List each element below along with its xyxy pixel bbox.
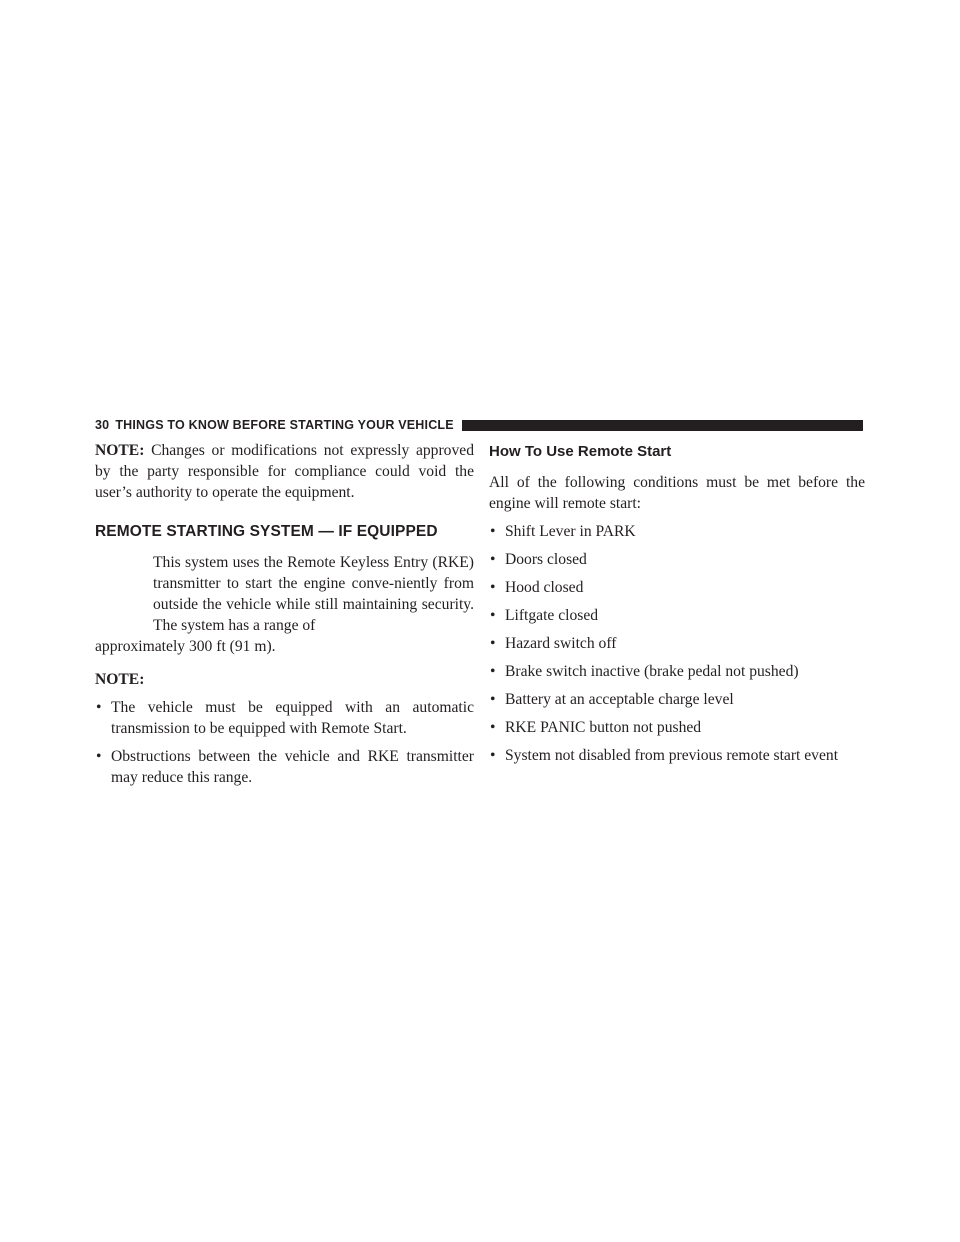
list-item bbox=[489, 549, 865, 570]
list-item bbox=[489, 633, 865, 654]
list-item bbox=[95, 697, 474, 739]
bullet-icon: • bbox=[490, 635, 496, 652]
bullet-icon: • bbox=[490, 551, 496, 568]
list-item bbox=[489, 689, 865, 710]
list-item bbox=[489, 745, 865, 766]
list-item-text: Hood closed bbox=[505, 579, 584, 596]
note-bullet-list bbox=[95, 697, 474, 788]
bullet-icon: • bbox=[490, 579, 496, 596]
list-item-text: Doors closed bbox=[505, 551, 587, 568]
note-label: NOTE: bbox=[95, 442, 145, 459]
list-item-text: RKE PANIC button not pushed bbox=[505, 719, 702, 736]
list-item-text: System not disabled from previous remote start event bbox=[505, 747, 839, 764]
compliance-note bbox=[95, 440, 474, 503]
list-item-text: Obstructions between the vehicle and RKE transmitter may reduce this range. bbox=[111, 748, 474, 786]
list-item bbox=[489, 661, 865, 682]
intro-continued: approximately 300 ft (91 m). bbox=[95, 638, 276, 655]
list-item-text: Hazard switch off bbox=[505, 635, 617, 652]
chapter-title: THINGS TO KNOW BEFORE STARTING YOUR VEHICLE bbox=[115, 418, 454, 432]
list-item bbox=[95, 746, 474, 788]
bullet-icon: • bbox=[490, 663, 496, 680]
intro-paragraph: This system uses the Remote Keyless Entry (RKE) transmitter to start the engine conve-niently from outside the vehicle while still maintaining security. The system has a range of bbox=[153, 554, 474, 634]
list-item-text: Liftgate closed bbox=[505, 607, 599, 624]
list-item bbox=[489, 521, 865, 542]
note2-label: NOTE: bbox=[95, 671, 145, 688]
bullet-icon: • bbox=[490, 523, 496, 540]
list-item-text: The vehicle must be equipped with an automatic transmission to be equipped with Remote Start. bbox=[111, 699, 474, 737]
page-number: 30 bbox=[95, 418, 110, 432]
list-item-text: Battery at an acceptable charge level bbox=[505, 691, 734, 708]
note-text: Changes or modifications not expressly approved by the party responsible for compliance could void the user’s authority to operate the equipment. bbox=[95, 442, 474, 501]
conditions-list bbox=[489, 521, 865, 766]
right-column bbox=[489, 440, 865, 773]
bullet-icon: • bbox=[96, 748, 102, 765]
bullet-icon: • bbox=[490, 607, 496, 624]
list-item bbox=[489, 717, 865, 738]
bullet-icon: • bbox=[490, 747, 496, 764]
subheading: How To Use Remote Start bbox=[489, 443, 672, 460]
list-item-text: Shift Lever in PARK bbox=[505, 523, 636, 540]
bullet-icon: • bbox=[490, 719, 496, 736]
list-item-text: Brake switch inactive (brake pedal not pushed) bbox=[505, 663, 799, 680]
page-header bbox=[95, 417, 863, 433]
bullet-icon: • bbox=[490, 691, 496, 708]
running-header bbox=[95, 418, 462, 432]
section-heading: REMOTE STARTING SYSTEM — IF EQUIPPED bbox=[95, 523, 438, 540]
header-rule bbox=[462, 420, 863, 431]
list-item bbox=[489, 577, 865, 598]
left-column bbox=[95, 440, 474, 795]
conditions-intro: All of the following conditions must be met before the engine will remote start: bbox=[489, 474, 865, 512]
list-item bbox=[489, 605, 865, 626]
bullet-icon: • bbox=[96, 699, 102, 716]
